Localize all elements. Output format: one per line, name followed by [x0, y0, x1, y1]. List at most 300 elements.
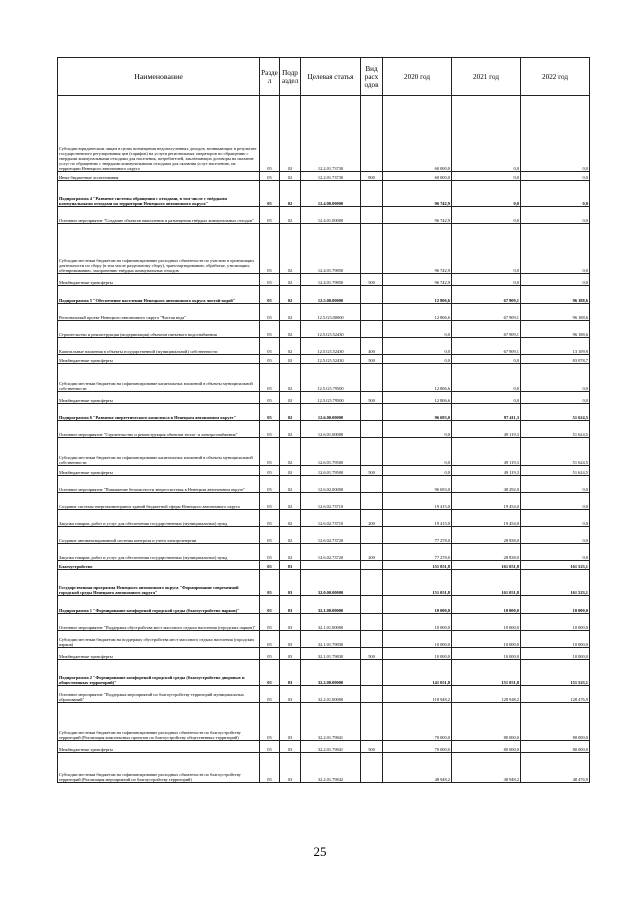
- row-razdel: 05: [260, 648, 280, 660]
- row-expense-type: 500: [361, 274, 383, 286]
- table-row: [58, 364, 590, 392]
- row-value-2021: 10 000,0: [452, 631, 521, 648]
- row-target-article: 12.5.G5.52430: [301, 321, 361, 338]
- row-expense-type: [361, 181, 383, 207]
- row-value-2020: 19 415,0: [383, 493, 452, 510]
- table-row: [58, 181, 590, 207]
- row-razdel: 05: [260, 527, 280, 544]
- row-value-2021: 0,0: [452, 172, 521, 181]
- row-name: Подпрограмма 2 "Формирование комфортной городской среды (благоустройство дворовых и общественных территорий)": [58, 660, 260, 686]
- row-value-2020: 151 051,8: [383, 570, 452, 596]
- row-target-article: 12.4.00.00000: [301, 181, 361, 207]
- row-expense-type: [361, 753, 383, 783]
- row-expense-type: [361, 561, 383, 570]
- row-value-2021: 161 051,8: [452, 561, 521, 570]
- table-row: [58, 741, 590, 753]
- row-value-2022: 0,0: [521, 476, 590, 493]
- row-value-2021: 19 454,0: [452, 493, 521, 510]
- row-target-article: [301, 561, 361, 570]
- row-value-2022: 96 188,6: [521, 286, 590, 304]
- row-value-2022: 10 000,0: [521, 614, 590, 631]
- row-podrazdel: 02: [280, 207, 301, 224]
- row-target-article: 12.4.01.79850: [301, 224, 361, 274]
- row-name: Подпрограмма 5 "Обеспечение населения Ненецкого автономного округа чистой водой": [58, 286, 260, 304]
- table-row: [58, 561, 590, 570]
- row-podrazdel: 03: [280, 660, 301, 686]
- row-expense-type: [361, 438, 383, 466]
- row-value-2021: 67 909,1: [452, 321, 521, 338]
- row-value-2020: 77 278,0: [383, 544, 452, 561]
- row-value-2022: 51 624,5: [521, 466, 590, 476]
- row-razdel: 05: [260, 631, 280, 648]
- row-razdel: 05: [260, 286, 280, 304]
- row-target-article: 32.2.01.79841: [301, 703, 361, 741]
- row-expense-type: [361, 631, 383, 648]
- row-razdel: 05: [260, 686, 280, 703]
- row-name: Закупка товаров, работ и услуг для обеспечения государственных (муниципальных) нужд: [58, 544, 260, 561]
- row-value-2020: 10 000,0: [383, 614, 452, 631]
- row-target-article: 12.6.01.79500: [301, 438, 361, 466]
- row-target-article: 12.6.02.73710: [301, 493, 361, 510]
- row-value-2020: 96 693,0: [383, 476, 452, 493]
- row-name: Региональный проект Ненецкого автономного округа "Чистая вода": [58, 304, 260, 321]
- row-value-2022: 48 476,9: [521, 753, 590, 783]
- row-expense-type: [361, 614, 383, 631]
- table-row: [58, 596, 590, 614]
- row-value-2020: 151 051,8: [383, 561, 452, 570]
- row-value-2020: 10 000,0: [383, 631, 452, 648]
- row-name: Субсидии местным бюджетам на софинансирование капитальных вложений в объекты муниципальной собственности: [58, 364, 260, 392]
- row-value-2021: 28 838,0: [452, 527, 521, 544]
- row-value-2022: 10 000,0: [521, 648, 590, 660]
- row-target-article: 12.2.01.73730: [301, 172, 361, 181]
- row-value-2022: 80 000,0: [521, 741, 590, 753]
- row-target-article: 12.4.01.79850: [301, 274, 361, 286]
- row-razdel: 05: [260, 596, 280, 614]
- row-value-2021: 0,0: [452, 355, 521, 364]
- row-value-2022: 0,0: [521, 274, 590, 286]
- header-target-article: Целевая статья: [301, 58, 361, 96]
- table-row: [58, 648, 590, 660]
- row-podrazdel: 02: [280, 510, 301, 527]
- row-expense-type: [361, 286, 383, 304]
- row-expense-type: 500: [361, 648, 383, 660]
- row-target-article: 32.1.01.79830: [301, 648, 361, 660]
- row-value-2022: 0,0: [521, 181, 590, 207]
- row-target-article: 12.5.G5.79500: [301, 364, 361, 392]
- row-podrazdel: 03: [280, 614, 301, 631]
- row-podrazdel: 02: [280, 421, 301, 438]
- table-row: [58, 392, 590, 404]
- row-value-2021: 10 000,0: [452, 596, 521, 614]
- row-name: Субсидии местным бюджетам на софинансирование расходных обязательств по благоустройству территорий (Реализация мероприятий по благоустройству территорий): [58, 753, 260, 783]
- row-expense-type: 400: [361, 338, 383, 355]
- row-value-2020: 12 806,6: [383, 364, 452, 392]
- row-value-2022: 51 624,5: [521, 404, 590, 421]
- row-expense-type: 800: [361, 172, 383, 181]
- row-value-2021: 67 909,1: [452, 304, 521, 321]
- row-expense-type: [361, 224, 383, 274]
- row-razdel: 05: [260, 207, 280, 224]
- table-row: [58, 631, 590, 648]
- row-target-article: 12.5.G5.52430: [301, 338, 361, 355]
- row-name: Основное мероприятие "Создание объектов накопления и размещения твёрдых коммунальных отходов": [58, 207, 260, 224]
- row-value-2022: 151 523,1: [521, 660, 590, 686]
- table-row: [58, 686, 590, 703]
- row-target-article: 12.6.02.73720: [301, 544, 361, 561]
- row-podrazdel: 02: [280, 476, 301, 493]
- row-target-article: 12.5.G5.00000: [301, 304, 361, 321]
- row-podrazdel: 02: [280, 544, 301, 561]
- table-row: [58, 703, 590, 741]
- row-value-2022: 161 523,1: [521, 561, 590, 570]
- row-value-2020: 19 415,0: [383, 510, 452, 527]
- row-razdel: 05: [260, 741, 280, 753]
- row-name: Строительство и реконструкция (модернизация) объектов питьевого водоснабжения: [58, 321, 260, 338]
- row-value-2020: 96 742,9: [383, 181, 452, 207]
- row-name: Межбюджетные трансферты: [58, 648, 260, 660]
- row-razdel: 05: [260, 172, 280, 181]
- table-row: [58, 421, 590, 438]
- row-expense-type: [361, 527, 383, 544]
- header-podrazdel: Подр аздел: [280, 58, 301, 96]
- row-name: Субсидии местным бюджетам на софинансирование расходных обязательств по благоустройству территорий (Реализация комплексных проектов по благоустройству общественных территорий): [58, 703, 260, 741]
- row-value-2021: 128 948,2: [452, 686, 521, 703]
- table-row: [58, 338, 590, 355]
- row-podrazdel: 02: [280, 438, 301, 466]
- row-value-2022: 10 000,0: [521, 631, 590, 648]
- row-value-2020: 70 000,0: [383, 703, 452, 741]
- row-value-2020: 70 000,0: [383, 741, 452, 753]
- row-razdel: 05: [260, 561, 280, 570]
- row-value-2020: 12 806,6: [383, 304, 452, 321]
- row-podrazdel: 02: [280, 466, 301, 476]
- row-podrazdel: 02: [280, 96, 301, 172]
- row-value-2021: 0,0: [452, 364, 521, 392]
- table-row: [58, 544, 590, 561]
- row-value-2020: 12 806,6: [383, 392, 452, 404]
- table-header-row: [58, 58, 590, 96]
- row-value-2021: 0,0: [452, 207, 521, 224]
- row-razdel: 05: [260, 614, 280, 631]
- header-expense-type: Вид расх одов: [361, 58, 383, 96]
- row-target-article: 32.1.01.00000: [301, 614, 361, 631]
- row-expense-type: [361, 207, 383, 224]
- row-target-article: 32.0.00.00000: [301, 570, 361, 596]
- row-expense-type: [361, 96, 383, 172]
- table-row: [58, 96, 590, 172]
- table-row: [58, 355, 590, 364]
- row-value-2022: 0,0: [521, 544, 590, 561]
- row-expense-type: [361, 596, 383, 614]
- row-name: Благоустройство: [58, 561, 260, 570]
- row-name: Межбюджетные трансферты: [58, 355, 260, 364]
- row-expense-type: [361, 421, 383, 438]
- row-expense-type: [361, 304, 383, 321]
- row-value-2022: 0,0: [521, 510, 590, 527]
- row-value-2021: 49 119,3: [452, 438, 521, 466]
- row-value-2022: 96 188,6: [521, 304, 590, 321]
- row-value-2022: 0,0: [521, 96, 590, 172]
- row-expense-type: [361, 493, 383, 510]
- table-row: [58, 438, 590, 466]
- table-row: [58, 172, 590, 181]
- row-name: Создание автоматизированной системы контроля и учета электроэнергии: [58, 527, 260, 544]
- row-razdel: 05: [260, 703, 280, 741]
- row-value-2022: 0,0: [521, 224, 590, 274]
- row-value-2021: 19 454,0: [452, 510, 521, 527]
- row-value-2021: 48 948,2: [452, 753, 521, 783]
- row-target-article: 32.1.01.79830: [301, 631, 361, 648]
- row-razdel: 05: [260, 660, 280, 686]
- row-expense-type: 500: [361, 355, 383, 364]
- row-value-2020: 60 000,0: [383, 172, 452, 181]
- row-razdel: 05: [260, 466, 280, 476]
- table-body: [58, 96, 590, 783]
- budget-document: [57, 57, 589, 783]
- row-name: Основное мероприятие "Повышение безопасности энергосистемы в Ненецком автономном округе": [58, 476, 260, 493]
- table-row: [58, 660, 590, 686]
- row-podrazdel: 03: [280, 753, 301, 783]
- table-row: [58, 493, 590, 510]
- row-razdel: 05: [260, 753, 280, 783]
- row-expense-type: 500: [361, 392, 383, 404]
- row-value-2022: 10 000,0: [521, 596, 590, 614]
- row-podrazdel: 03: [280, 703, 301, 741]
- row-value-2021: 67 909,1: [452, 286, 521, 304]
- row-value-2022: 0,0: [521, 392, 590, 404]
- row-podrazdel: 02: [280, 181, 301, 207]
- row-expense-type: [361, 686, 383, 703]
- row-podrazdel: 03: [280, 686, 301, 703]
- row-value-2020: 118 948,2: [383, 686, 452, 703]
- row-value-2021: 10 000,0: [452, 648, 521, 660]
- row-value-2020: 0,0: [383, 355, 452, 364]
- header-razdel: Разде л: [260, 58, 280, 96]
- table-row: [58, 224, 590, 274]
- row-name: Основное мероприятие "Строительство и реконструкция объектов тепло- и электроснабжения": [58, 421, 260, 438]
- row-value-2020: 96 693,0: [383, 404, 452, 421]
- row-podrazdel: 02: [280, 224, 301, 274]
- row-expense-type: [361, 404, 383, 421]
- row-name: Межбюджетные трансферты: [58, 392, 260, 404]
- table-row: [58, 321, 590, 338]
- row-value-2022: 0,0: [521, 364, 590, 392]
- row-podrazdel: 03: [280, 631, 301, 648]
- row-value-2020: 0,0: [383, 438, 452, 466]
- row-podrazdel: 02: [280, 355, 301, 364]
- row-podrazdel: 03: [280, 561, 301, 570]
- table-row: [58, 570, 590, 596]
- row-razdel: 05: [260, 274, 280, 286]
- row-razdel: 05: [260, 392, 280, 404]
- row-name: Межбюджетные трансферты: [58, 741, 260, 753]
- row-name: Субсидии юридическим лицам в целях возмещения недополученных доходов, возникающих в результате государственного регулирования цен (тарифов) на услуги региональных операторов по обращению с твердыми коммунальными отходами для населения, потребителей, заключающих договоры на оказание услуг по обращению с твердыми коммунальными отходами для оказания услуг населению, на территории Ненецкого автономного округа: [58, 96, 260, 172]
- row-podrazdel: 03: [280, 596, 301, 614]
- row-target-article: 12.5.00.00000: [301, 286, 361, 304]
- row-expense-type: [361, 660, 383, 686]
- row-name: Межбюджетные трансферты: [58, 466, 260, 476]
- row-value-2021: 0,0: [452, 96, 521, 172]
- row-razdel: 05: [260, 438, 280, 466]
- row-razdel: 05: [260, 338, 280, 355]
- table-row: [58, 304, 590, 321]
- row-name: Иные бюджетные ассигнования: [58, 172, 260, 181]
- row-value-2020: 10 000,0: [383, 648, 452, 660]
- row-podrazdel: 03: [280, 741, 301, 753]
- row-value-2022: 51 624,5: [521, 421, 590, 438]
- row-name: Субсидии местным бюджетам на софинансирование капитальных вложений в объекты муниципальной собственности: [58, 438, 260, 466]
- table-row: [58, 466, 590, 476]
- table-row: [58, 274, 590, 286]
- row-name: Создание системы энергомониторинга зданий бюджетной сферы Ненецкого автономного округа: [58, 493, 260, 510]
- row-value-2022: 0,0: [521, 207, 590, 224]
- row-podrazdel: 02: [280, 338, 301, 355]
- row-podrazdel: 02: [280, 404, 301, 421]
- row-value-2022: 0,0: [521, 527, 590, 544]
- row-razdel: 05: [260, 224, 280, 274]
- row-value-2021: 0,0: [452, 181, 521, 207]
- row-expense-type: [361, 364, 383, 392]
- row-razdel: 05: [260, 476, 280, 493]
- row-value-2021: 80 000,0: [452, 741, 521, 753]
- row-expense-type: 500: [361, 466, 383, 476]
- row-name: Подпрограмма 6 "Развитие энергетического комплекса в Ненецком автономном округе": [58, 404, 260, 421]
- row-podrazdel: 02: [280, 286, 301, 304]
- row-value-2021: 0,0: [452, 224, 521, 274]
- header-year-2021: 2021 год: [452, 58, 521, 96]
- row-podrazdel: 03: [280, 648, 301, 660]
- row-value-2020: 96 742,9: [383, 224, 452, 274]
- table-row: [58, 286, 590, 304]
- row-target-article: 32.2.01.00000: [301, 686, 361, 703]
- row-podrazdel: 02: [280, 392, 301, 404]
- row-target-article: 12.2.01.73730: [301, 96, 361, 172]
- row-value-2021: 161 051,8: [452, 570, 521, 596]
- row-expense-type: 200: [361, 510, 383, 527]
- row-value-2020: 12 806,6: [383, 286, 452, 304]
- row-razdel: 05: [260, 570, 280, 596]
- row-expense-type: 200: [361, 544, 383, 561]
- row-razdel: 05: [260, 421, 280, 438]
- row-value-2020: 0,0: [383, 421, 452, 438]
- row-podrazdel: 02: [280, 274, 301, 286]
- row-podrazdel: 02: [280, 527, 301, 544]
- row-value-2022: 83 078,7: [521, 355, 590, 364]
- row-target-article: 32.2.00.00000: [301, 660, 361, 686]
- row-target-article: 12.6.02.73710: [301, 510, 361, 527]
- row-name: Основное мероприятие "Поддержка мероприятий по благоустройству территорий муниципальных образований": [58, 686, 260, 703]
- row-expense-type: [361, 570, 383, 596]
- table-row: [58, 207, 590, 224]
- row-value-2022: 80 000,0: [521, 703, 590, 741]
- row-target-article: 32.2.01.79842: [301, 753, 361, 783]
- row-value-2021: 49 119,3: [452, 421, 521, 438]
- row-value-2020: 141 051,8: [383, 660, 452, 686]
- row-value-2020: 0,0: [383, 321, 452, 338]
- row-value-2021: 10 000,0: [452, 614, 521, 631]
- row-podrazdel: 02: [280, 364, 301, 392]
- row-razdel: 05: [260, 493, 280, 510]
- budget-table: [57, 57, 590, 783]
- table-row: [58, 510, 590, 527]
- table-row: [58, 753, 590, 783]
- row-podrazdel: 02: [280, 304, 301, 321]
- row-podrazdel: 03: [280, 570, 301, 596]
- row-razdel: 05: [260, 364, 280, 392]
- row-value-2021: 0,0: [452, 392, 521, 404]
- row-value-2021: 49 119,3: [452, 466, 521, 476]
- row-name: Государственная программа Ненецкого автономного округа "Формирование современной городской среды Ненецкого автономного округа": [58, 570, 260, 596]
- row-podrazdel: 02: [280, 321, 301, 338]
- row-razdel: 05: [260, 355, 280, 364]
- row-value-2022: 161 523,1: [521, 570, 590, 596]
- row-target-article: 12.6.01.00000: [301, 421, 361, 438]
- row-podrazdel: 02: [280, 172, 301, 181]
- row-razdel: 05: [260, 304, 280, 321]
- header-year-2020: 2020 год: [383, 58, 452, 96]
- row-razdel: 05: [260, 96, 280, 172]
- row-value-2020: 96 742,9: [383, 274, 452, 286]
- row-value-2022: 128 476,9: [521, 686, 590, 703]
- row-value-2021: 67 909,1: [452, 338, 521, 355]
- row-value-2021: 28 838,0: [452, 544, 521, 561]
- row-name: Подпрограмма 1 "Формирование комфортной городской среды (благоустройство парков)": [58, 596, 260, 614]
- row-value-2020: 48 948,2: [383, 753, 452, 783]
- row-target-article: 12.6.00.00000: [301, 404, 361, 421]
- row-value-2021: 48 292,0: [452, 476, 521, 493]
- row-target-article: 12.6.01.79500: [301, 466, 361, 476]
- row-value-2020: 77 278,0: [383, 527, 452, 544]
- table-row: [58, 476, 590, 493]
- row-razdel: 05: [260, 181, 280, 207]
- row-target-article: 12.4.01.00000: [301, 207, 361, 224]
- row-expense-type: [361, 476, 383, 493]
- row-razdel: 05: [260, 321, 280, 338]
- table-row: [58, 614, 590, 631]
- row-value-2022: 0,0: [521, 172, 590, 181]
- row-value-2021: 80 000,0: [452, 703, 521, 741]
- table-row: [58, 404, 590, 421]
- row-razdel: 05: [260, 404, 280, 421]
- row-value-2020: 10 000,0: [383, 596, 452, 614]
- row-value-2022: 0,0: [521, 493, 590, 510]
- row-expense-type: [361, 703, 383, 741]
- row-name: Закупка товаров, работ и услуг для обеспечения государственных (муниципальных) нужд: [58, 510, 260, 527]
- row-name: Межбюджетные трансферты: [58, 274, 260, 286]
- header-year-2022: 2022 год: [521, 58, 590, 96]
- row-target-article: 12.6.02.00000: [301, 476, 361, 493]
- row-value-2020: 60 000,0: [383, 96, 452, 172]
- row-value-2020: 96 742,9: [383, 207, 452, 224]
- table-row: [58, 527, 590, 544]
- row-value-2020: 0,0: [383, 466, 452, 476]
- row-name: Подпрограмма 4 "Развитие системы обращения с отходами, в том числе с твёрдыми коммунальными отходами на территории Ненецкого автономного округа": [58, 181, 260, 207]
- row-podrazdel: 02: [280, 493, 301, 510]
- row-expense-type: [361, 321, 383, 338]
- row-value-2021: 0,0: [452, 274, 521, 286]
- row-value-2022: 51 624,5: [521, 438, 590, 466]
- page-number: 25: [313, 844, 327, 859]
- row-target-article: 12.6.02.73720: [301, 527, 361, 544]
- header-name: Наименование: [58, 58, 260, 96]
- row-name: Субсидии местным бюджетам на софинансирование расходных обязательств по участию в организации деятельности по сбору (в том числе раздельному сбору), транспортированию, обработке, утилизации, обезвреживанию, захоронению твёрдых коммунальных отходов: [58, 224, 260, 274]
- row-name: Субсидии местным бюджетам на поддержку обустройства мест массового отдыха населения (городских парков): [58, 631, 260, 648]
- row-razdel: 05: [260, 544, 280, 561]
- row-target-article: 32.2.01.79841: [301, 741, 361, 753]
- row-target-article: 12.5.G5.79500: [301, 392, 361, 404]
- row-name: Капитальные вложения в объекты государственной (муниципальной) собственности: [58, 338, 260, 355]
